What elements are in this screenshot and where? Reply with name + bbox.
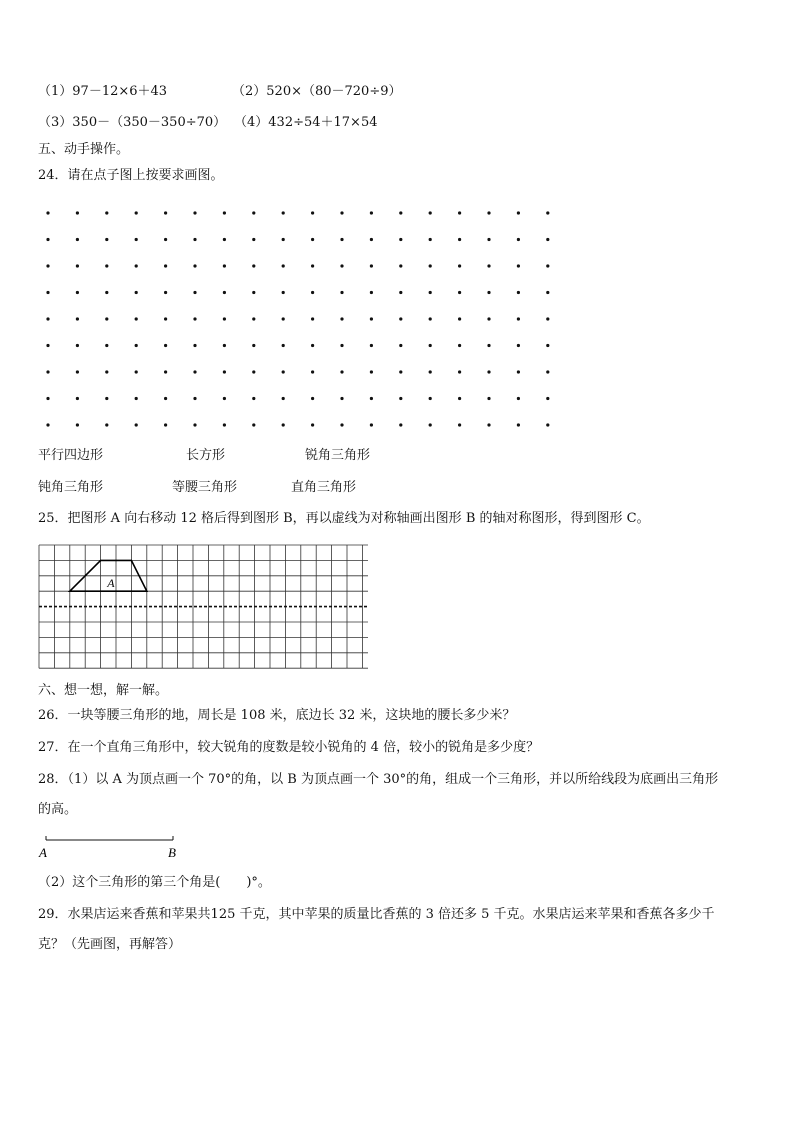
grid-dot <box>105 423 108 426</box>
q28-part2: （2）这个三角形的第三个角是( )°。 <box>38 875 271 890</box>
q26-text: 26．一块等腰三角形的地，周长是 108 米，底边长 32 米，这块地的腰长多少米？ <box>38 708 516 723</box>
grid-dot <box>105 317 108 320</box>
grid-dot <box>282 264 285 267</box>
grid-dot <box>105 370 108 373</box>
grid-dot <box>223 344 226 347</box>
grid-dot <box>164 397 167 400</box>
grid-dot <box>135 317 138 320</box>
grid-dot <box>223 423 226 426</box>
grid-dot <box>370 423 373 426</box>
grid-dot <box>546 370 549 373</box>
grid-dot <box>193 291 196 294</box>
grid-dot <box>105 211 108 214</box>
grid-dot <box>399 397 402 400</box>
grid-dot <box>105 238 108 241</box>
grid-dot <box>487 291 490 294</box>
grid-dot <box>76 423 79 426</box>
grid-dot <box>340 238 343 241</box>
grid-dot <box>517 370 520 373</box>
grid-dot <box>76 211 79 214</box>
q24-shape-obtuse-triangle: 钝角三角形 <box>38 480 104 495</box>
grid-dot <box>46 344 49 347</box>
grid-dot <box>399 238 402 241</box>
grid-dot <box>252 423 255 426</box>
grid-dot <box>282 344 285 347</box>
grid-dot <box>340 291 343 294</box>
grid-dot <box>193 344 196 347</box>
arith-problem-1: （1）97－12×6＋43 <box>38 84 168 99</box>
grid-dot <box>517 397 520 400</box>
q25-square-grid <box>38 544 368 670</box>
grid-dot <box>252 397 255 400</box>
grid-dot <box>164 264 167 267</box>
grid-dot <box>105 344 108 347</box>
grid-dot <box>193 238 196 241</box>
grid-dot <box>517 344 520 347</box>
grid-dot <box>546 291 549 294</box>
grid-dot <box>193 317 196 320</box>
grid-dot <box>546 397 549 400</box>
grid-dot <box>76 264 79 267</box>
grid-dot <box>429 264 432 267</box>
grid-dot <box>399 423 402 426</box>
segment-label-a: A <box>39 845 47 860</box>
grid-dot <box>164 344 167 347</box>
grid-dot <box>370 238 373 241</box>
grid-dot <box>311 211 314 214</box>
grid-dot <box>340 264 343 267</box>
grid-dot <box>76 238 79 241</box>
q24-shape-acute-triangle: 锐角三角形 <box>305 448 371 463</box>
grid-dot <box>164 238 167 241</box>
grid-dot <box>311 264 314 267</box>
grid-dot <box>282 317 285 320</box>
q24-shape-rectangle: 长方形 <box>186 448 226 463</box>
grid-dot <box>311 370 314 373</box>
grid-dot <box>193 423 196 426</box>
grid-dot <box>282 423 285 426</box>
grid-dot <box>458 370 461 373</box>
grid-dot <box>193 370 196 373</box>
grid-dot <box>429 344 432 347</box>
grid-dot <box>517 317 520 320</box>
grid-dot <box>46 317 49 320</box>
grid-dot <box>340 211 343 214</box>
grid-dot <box>46 397 49 400</box>
q24-shape-isosceles-triangle: 等腰三角形 <box>172 480 238 495</box>
q24-text: 24．请在点子图上按要求画图。 <box>38 168 224 183</box>
grid-dot <box>164 317 167 320</box>
grid-dot <box>546 211 549 214</box>
grid-dot <box>105 264 108 267</box>
grid-dot <box>252 370 255 373</box>
grid-dot <box>46 423 49 426</box>
grid-dot <box>399 291 402 294</box>
grid-dot <box>252 317 255 320</box>
grid-dot <box>282 211 285 214</box>
q27-text: 27．在一个直角三角形中，较大锐角的度数是较小锐角的 4 倍，较小的锐角是多少度？ <box>38 740 540 755</box>
grid-dot <box>517 238 520 241</box>
grid-dot <box>487 423 490 426</box>
q29-text-line2: 克？（先画图，再解答） <box>38 937 182 952</box>
grid-dot <box>429 370 432 373</box>
grid-dot <box>223 317 226 320</box>
grid-dot <box>135 397 138 400</box>
grid-dot <box>252 291 255 294</box>
grid-dot <box>429 423 432 426</box>
grid-dot <box>340 317 343 320</box>
grid-dot <box>487 211 490 214</box>
section-6-title: 六、想一想，解一解。 <box>38 683 169 698</box>
grid-dot <box>429 291 432 294</box>
grid-dot <box>76 397 79 400</box>
grid-dot <box>164 423 167 426</box>
grid-dot <box>458 291 461 294</box>
grid-dot <box>164 211 167 214</box>
grid-dot <box>370 344 373 347</box>
grid-dot <box>340 423 343 426</box>
grid-dot <box>164 370 167 373</box>
grid-dot <box>223 370 226 373</box>
grid-dot <box>135 264 138 267</box>
grid-dot <box>135 370 138 373</box>
grid-dot <box>370 397 373 400</box>
grid-dot <box>135 423 138 426</box>
shape-a-label: A <box>107 576 115 591</box>
grid-dot <box>458 238 461 241</box>
grid-dot <box>517 264 520 267</box>
q28-text-line1: 28．（1）以 A 为顶点画一个 70°的角，以 B 为顶点画一个 30°的角，组成一个三角形，并以所给线段为底画出三角形 <box>38 772 719 787</box>
grid-dot <box>223 397 226 400</box>
arith-problem-3: （3）350－（350－350÷70） <box>38 115 227 130</box>
grid-dot <box>458 344 461 347</box>
grid-dot <box>282 238 285 241</box>
q28-segment-ab <box>36 830 186 862</box>
segment-label-b: B <box>168 845 176 860</box>
grid-dot <box>399 264 402 267</box>
grid-dot <box>399 344 402 347</box>
grid-dot <box>252 211 255 214</box>
grid-dot <box>370 370 373 373</box>
grid-dot <box>135 344 138 347</box>
grid-dot <box>370 211 373 214</box>
grid-dot <box>458 211 461 214</box>
grid-dot <box>340 344 343 347</box>
grid-dot <box>370 317 373 320</box>
grid-dot <box>517 291 520 294</box>
q25-text: 25．把图形 A 向右移动 12 格后得到图形 B，再以虚线为对称轴画出图形 B 的轴对称图形，得到图形 C。 <box>38 511 650 526</box>
grid-dot <box>282 291 285 294</box>
grid-dot <box>105 397 108 400</box>
grid-dot <box>46 211 49 214</box>
grid-dot <box>223 264 226 267</box>
grid-dot <box>399 370 402 373</box>
grid-dot <box>311 317 314 320</box>
grid-dot <box>76 291 79 294</box>
grid-dot <box>487 344 490 347</box>
dot-grid <box>0 0 794 440</box>
grid-dot <box>193 211 196 214</box>
grid-dot <box>546 317 549 320</box>
grid-dot <box>76 370 79 373</box>
q28-text-line2: 的高。 <box>38 802 78 817</box>
grid-dot <box>193 264 196 267</box>
grid-dot <box>311 291 314 294</box>
grid-dot <box>340 370 343 373</box>
grid-dot <box>311 238 314 241</box>
grid-dot <box>282 370 285 373</box>
grid-dot <box>46 264 49 267</box>
grid-dot <box>517 423 520 426</box>
grid-dot <box>105 291 108 294</box>
grid-dot <box>399 211 402 214</box>
grid-dot <box>135 238 138 241</box>
grid-dot <box>193 397 196 400</box>
grid-dot <box>252 264 255 267</box>
grid-dot <box>546 238 549 241</box>
grid-dot <box>252 344 255 347</box>
grid-dot <box>517 211 520 214</box>
grid-dot <box>252 238 255 241</box>
grid-dot <box>429 238 432 241</box>
grid-dot <box>46 370 49 373</box>
grid-dot <box>311 344 314 347</box>
grid-dot <box>223 211 226 214</box>
grid-dot <box>164 291 167 294</box>
grid-dot <box>370 291 373 294</box>
grid-dot <box>311 423 314 426</box>
grid-dot <box>458 397 461 400</box>
grid-dot <box>546 344 549 347</box>
grid-dot <box>223 291 226 294</box>
grid-dot <box>458 264 461 267</box>
grid-dot <box>46 291 49 294</box>
grid-dot <box>487 317 490 320</box>
q24-shape-parallelogram: 平行四边形 <box>38 448 104 463</box>
grid-dot <box>135 211 138 214</box>
grid-dot <box>399 317 402 320</box>
grid-dot <box>370 264 373 267</box>
grid-dot <box>546 423 549 426</box>
grid-dot <box>546 264 549 267</box>
grid-dot <box>487 264 490 267</box>
grid-dot <box>46 238 49 241</box>
grid-dot <box>487 397 490 400</box>
grid-dot <box>76 317 79 320</box>
grid-dot <box>458 423 461 426</box>
grid-dot <box>429 317 432 320</box>
grid-dot <box>487 370 490 373</box>
grid-dot <box>458 317 461 320</box>
grid-dot <box>429 211 432 214</box>
q24-shape-right-triangle: 直角三角形 <box>291 480 357 495</box>
arith-problem-2: （2）520×（80－720÷9） <box>232 84 402 99</box>
arith-problem-4: （4）432÷54＋17×54 <box>234 115 378 130</box>
section-5-title: 五、动手操作。 <box>38 142 130 157</box>
grid-dot <box>487 238 490 241</box>
grid-dot <box>76 344 79 347</box>
q29-text-line1: 29．水果店运来香蕉和苹果共125 千克，其中苹果的质量比香蕉的 3 倍还多 5 千克。水果店运来苹果和香蕉各多少千 <box>38 907 715 922</box>
grid-dot <box>311 397 314 400</box>
grid-dot <box>223 238 226 241</box>
grid-dot <box>429 397 432 400</box>
grid-dot <box>135 291 138 294</box>
grid-dot <box>282 397 285 400</box>
grid-dot <box>340 397 343 400</box>
